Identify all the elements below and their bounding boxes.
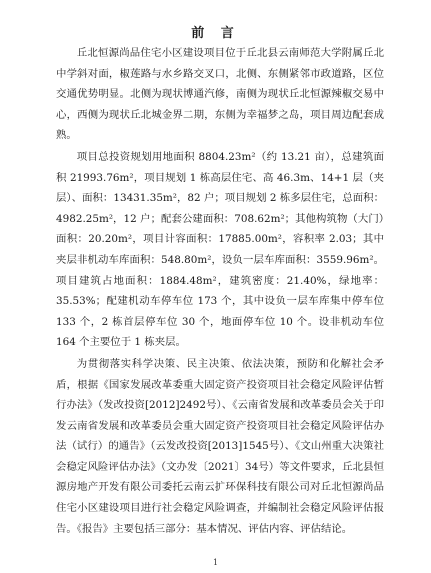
paragraph-assessment-basis: 为贯彻落实科学决策、民主决策、依法决策，预防和化解社会矛盾，根据《国家发展改革委重大固定资产投资项目社会稳定风险评估暂行办法》（发改投资[2012]2492号）、《云南省发展和改革委员会关于印发云南省发展和改革委员会重大固定资产投资项目社会稳定风险评估办法（试行）的通告》（云发改投资[2013]1545号）、《文山州重大决策社会稳定风险评估办法》（文办发〔2021〕34号）等文件要求，丘北县恒源房地产开发有限公司委托云南云扩环保科技有限公司对丘北恒源尚品住宅小区建设项目进行社会稳定风险调查，并编制社会稳定风险评估报告。《报告》主要包括三部分：基本情况、评估内容、评估结论。 bbox=[56, 357, 384, 535]
paragraph-project-scale: 项目总投资规划用地面积 8804.23m²（约 13.21 亩），总建筑面积 21993.76m²，项目规划 1 栋高层住宅、高 46.3m、14+1 层（夹层）、面积：13431.35m²，82 户；项目规划 2 栋多层住宅，总面积：4982.25m²，12 户；配套公建面积：708.62m²；其他构筑物（大门）面积：20.20m²，项目计容面积：17885.00m²，容积率 2.03；其中夹层非机动车库面积：548.80m²，设负一层车库面积：3559.96m²。项目建筑占地面积：1884.48m²，建筑密度：21.40%，绿地率：35.53%；配建机动车停车位 173 个，其中设负一层车库集中停车位 133 个，2 栋首层停车位 30 个，地面停车位 10 个。设非机动车位 164 个主要位于 1 栋夹层。 bbox=[56, 150, 384, 349]
page-number: 1 bbox=[212, 558, 219, 567]
paragraph-project-location: 丘北恒源尚品住宅小区建设项目位于丘北县云南师范大学附属丘北中学斜对面，椒莲路与水乡路交叉口，北侧、东侧紧邻市政道路，区位交通优势明显。北侧为现状博通汽修，南侧为现状丘北恒源辣椒交易中心，西侧为现状丘北城金界二期，东侧为幸福梦之岛，项目周边配套成熟。 bbox=[56, 47, 384, 142]
document-body bbox=[56, 43, 384, 539]
document-title: 前 言 bbox=[191, 26, 240, 41]
